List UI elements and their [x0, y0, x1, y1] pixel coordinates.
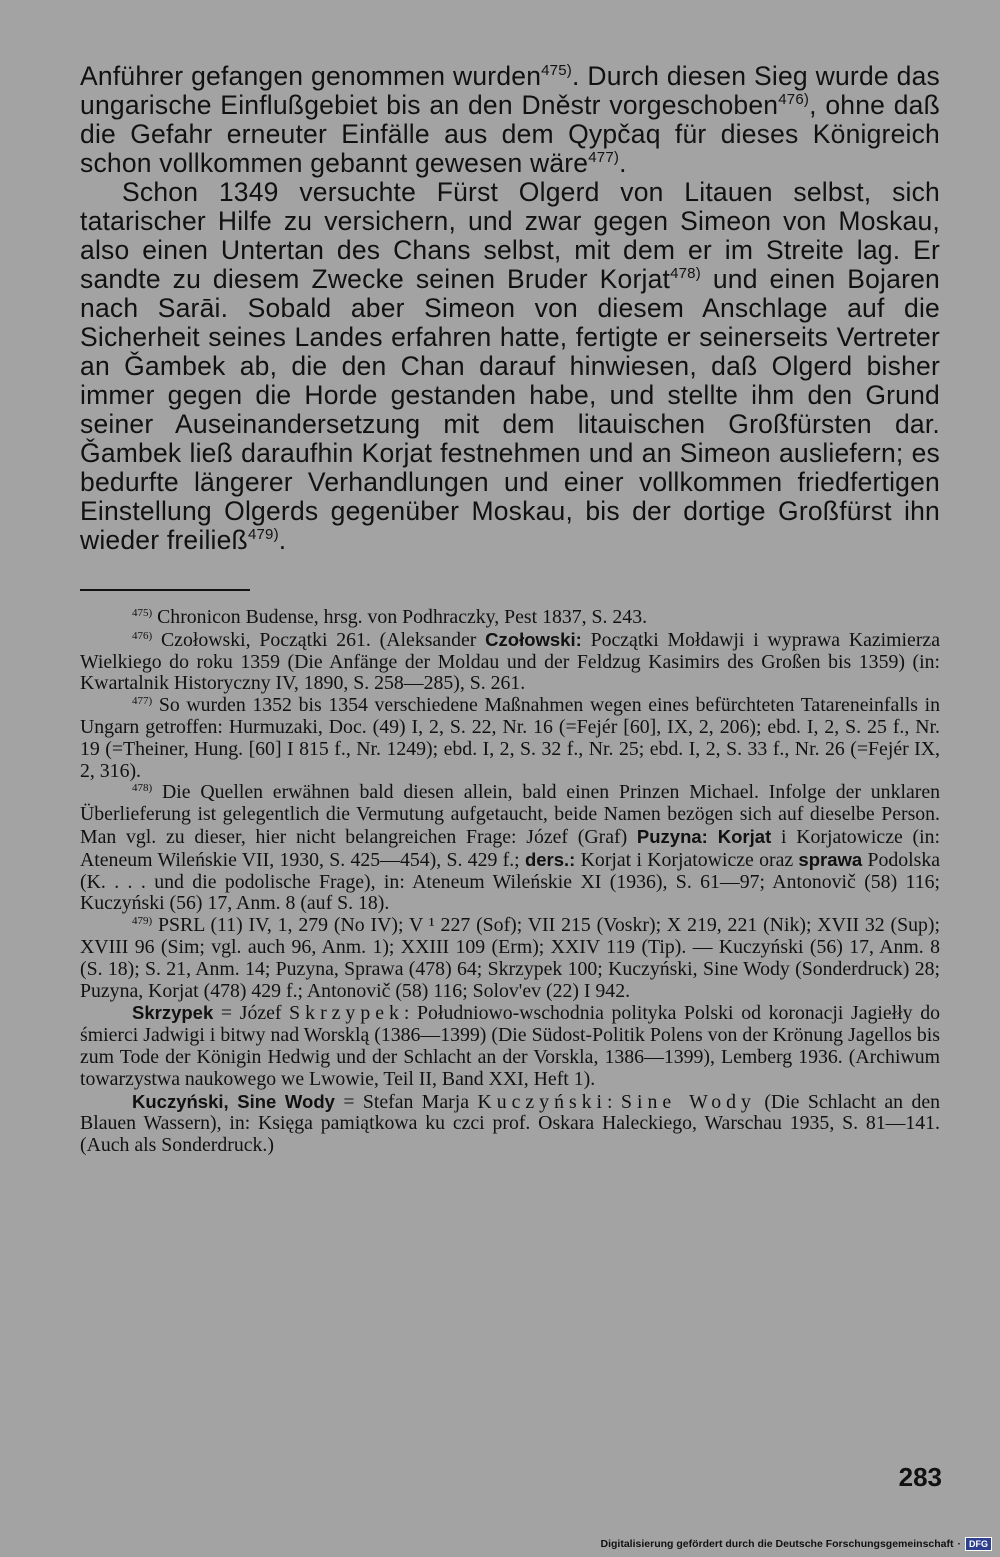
- footnote-text: : Południowo-wschodnia polityka Polski od koronacji Jagiełły do śmierci Jadwigi i bitwy nad Worsklą (1386—1399) (Die Südost-Politik Polens von der Krönung Jagellos bis zum Tode der Königin Hedwig und der Schlacht an der Vorskla, 1386—1399), Lemberg 1936. (Archiwum towarzystwa naukowego we Lwowie, Teil II, Band XXI, Heft 1).: [80, 1002, 940, 1090]
- page-number: 283: [898, 1462, 942, 1492]
- footnote-mark: 477): [132, 695, 153, 708]
- footnote-text: Die Quellen erwähnen bald diesen allein, bald einen Prinzen Michael. Infolge der unklaren Überlieferung ist gelegentlich die Vermutung aufgetaucht, beide Namen bezögen sich auf dieselbe Person. Man vgl. zu dieser, hier nicht belangreichen Frage: Józef (Graf): [80, 781, 940, 848]
- abbreviation-kuczynski: [80, 1091, 940, 1157]
- footnote-mark: 478): [132, 782, 153, 795]
- abbreviation-skrzypek: [80, 1002, 940, 1090]
- separator: ·: [957, 1538, 961, 1550]
- footnote-text: = Józef: [213, 1002, 290, 1025]
- footnote-text: Podolska (K. . . . und die podolische Frage), in: Ateneum Wileńskie XI (1936), S. 61—97; Antonovič (58) 116; Kuczyński (56) 17, Anm. 8 (auf S. 18).: [80, 848, 941, 915]
- footnote-text: Chronicon Budense, hrsg. von Podhraczky, Pest 1837, S. 243.: [152, 606, 648, 628]
- text-run: . Durch diesen Sieg wurde das ungarische Einflußgebiet bis an den Dněstr vorgeschoben: [80, 61, 940, 120]
- credit-text: Digitalisierung gefördert durch die Deutsche Forschungsgemeinschaft: [600, 1538, 954, 1550]
- footnote-mark: 479): [132, 915, 153, 928]
- author-name: Puzyna: Korjat: [636, 825, 772, 847]
- footnote-text: (Die Schlacht an den Blauen Wassern), in: Księga pamiątkowa ku czci prof. Oskara Haleckiego, Warschau 1935, S. 81—141. (Auch als Sonderdruck.): [80, 1090, 940, 1157]
- dfg-logo-icon[interactable]: DFG: [965, 1537, 992, 1551]
- text-run: .: [619, 148, 627, 178]
- footnote-text: i Korjatowicze (in: Ateneum Wileńskie VII, 1930, S. 425—454), S. 429 f.;: [80, 825, 940, 871]
- abbreviation-term: Skrzypek: [132, 1002, 214, 1024]
- footnote-mark: 475): [132, 607, 153, 619]
- body-text: [80, 62, 940, 555]
- footnote-mark: 476): [132, 629, 153, 642]
- footnote-ref-479[interactable]: 479): [247, 526, 279, 543]
- author-name: Czołowski:: [485, 628, 582, 650]
- page-content: [80, 62, 940, 1157]
- author-name: ders.:: [524, 848, 576, 870]
- text-run: , ohne daß die Gefahr erneuter Einfälle aus dem Qypčaq für dieses Königreich schon vollkommen gebannt gewesen wäre: [80, 90, 940, 178]
- spaced-title: Sine Wody: [620, 1090, 756, 1113]
- footnote-text: Początki Mołdawji i wyprawa Kazimierza Wielkiego do roku 1359 (Die Anfänge der Moldau und der Feldzug Kasimirs des Großen bis 1359) (in: Kwartalnik Historyczny IV, 1890, S. 258—285), S. 261.: [80, 628, 940, 695]
- footnote-477: [80, 695, 940, 782]
- footnote-478: [80, 782, 940, 915]
- footnote-ref-477[interactable]: 477): [588, 149, 620, 166]
- text-run: Anführer gefangen genommen wurden: [80, 61, 542, 91]
- spaced-author: Skrzypek: [289, 1002, 404, 1025]
- footnote-text: So wurden 1352 bis 1354 verschiedene Maßnahmen wegen eines befürchteten Tatareneinfalls in Ungarn getroffen: Hurmuzaki, Doc. (49) I, 2, S. 22, Nr. 16 (=Fejér [60], IX, 2, 206); ebd. I, 2, S. 25 f., Nr. 19 (=Theiner, Hung. [60] I 815 f., Nr. 1249); ebd. I, 2, S. 32 f., Nr. 25; ebd. I, 2, S. 33 f., Nr. 26 (=Fejér IX, 2, 316).: [80, 694, 940, 782]
- text-run: und einen Bojaren nach Sarāi. Sobald aber Simeon von diesem Anschlage auf die Sicherheit seines Landes erfahren hatte, fertigte er seinerseits Vertreter an Ǧambek ab, die den Chan darauf hinwiesen, daß Olgerd bisher immer gegen die Horde gestanden habe, und stellte ihm den Grund seiner Auseinandersetzung mit dem litauischen Großfürsten dar. Ǧambek ließ daraufhin Korjat festnehmen und an Simeon ausliefern; es bedurfte längerer Verhandlungen und einer vollkommen friedfertigen Einstellung Olgerds gegenüber Moskau, bis der dortige Großfürst ihn wieder freiließ: [80, 264, 940, 555]
- footnote-divider: [80, 589, 250, 591]
- paragraph-2: [80, 178, 940, 555]
- footnote-ref-476[interactable]: 476): [778, 91, 810, 108]
- footnote-text: = Stefan Marja: [334, 1090, 478, 1113]
- footnote-text: Czołowski, Początki 261. (Aleksander: [152, 628, 486, 651]
- abbreviation-term: Kuczyński, Sine Wody: [132, 1090, 335, 1112]
- text-run: .: [278, 525, 287, 555]
- spaced-author: Kuczyński: [477, 1090, 608, 1113]
- footnotes: [80, 607, 940, 1157]
- footnote-text: PSRL (11) IV, 1, 279 (No IV); V ¹ 227 (Sof); VII 215 (Voskr); X 219, 221 (Nik); XVII 32 (Sup); XVIII 96 (Sim; vgl. auch 96, Anm. 1); XXIII 109 (Erm); XXIV 119 (Tip). — Kuczyński (56) 17, Anm. 8 (S. 18); S. 21, Anm. 14; Puzyna, Sprawa (478) 64; Skrzypek 100; Kuczyński, Sine Wody (Sonderdruck) 28; Puzyna, Korjat (478) 429 f.; Antonovič (58) 116; Solov'ev (22) I 942.: [80, 914, 940, 1002]
- footnote-text: :: [607, 1090, 621, 1113]
- author-name: sprawa: [798, 848, 863, 870]
- footnote-479: [80, 915, 940, 1002]
- text-run: Schon 1349 versuchte Fürst Olgerd von Litauen selbst, sich tatarischer Hilfe zu versichern, und zwar gegen Simeon von Moskau, also einen Untertan des Chans selbst, mit dem er im Streite lag. Er sandte zu diesem Zwecke seinen Bruder Korjat: [80, 177, 940, 294]
- paragraph-1: [80, 62, 940, 178]
- footnote-ref-478[interactable]: 478): [670, 265, 701, 282]
- digitization-credit: [601, 1537, 992, 1551]
- footnote-476: [80, 629, 940, 695]
- footnote-text: Korjat i Korjatowicze oraz: [575, 848, 799, 871]
- footnote-ref-475[interactable]: 475): [541, 62, 572, 79]
- footnote-475: [80, 607, 940, 629]
